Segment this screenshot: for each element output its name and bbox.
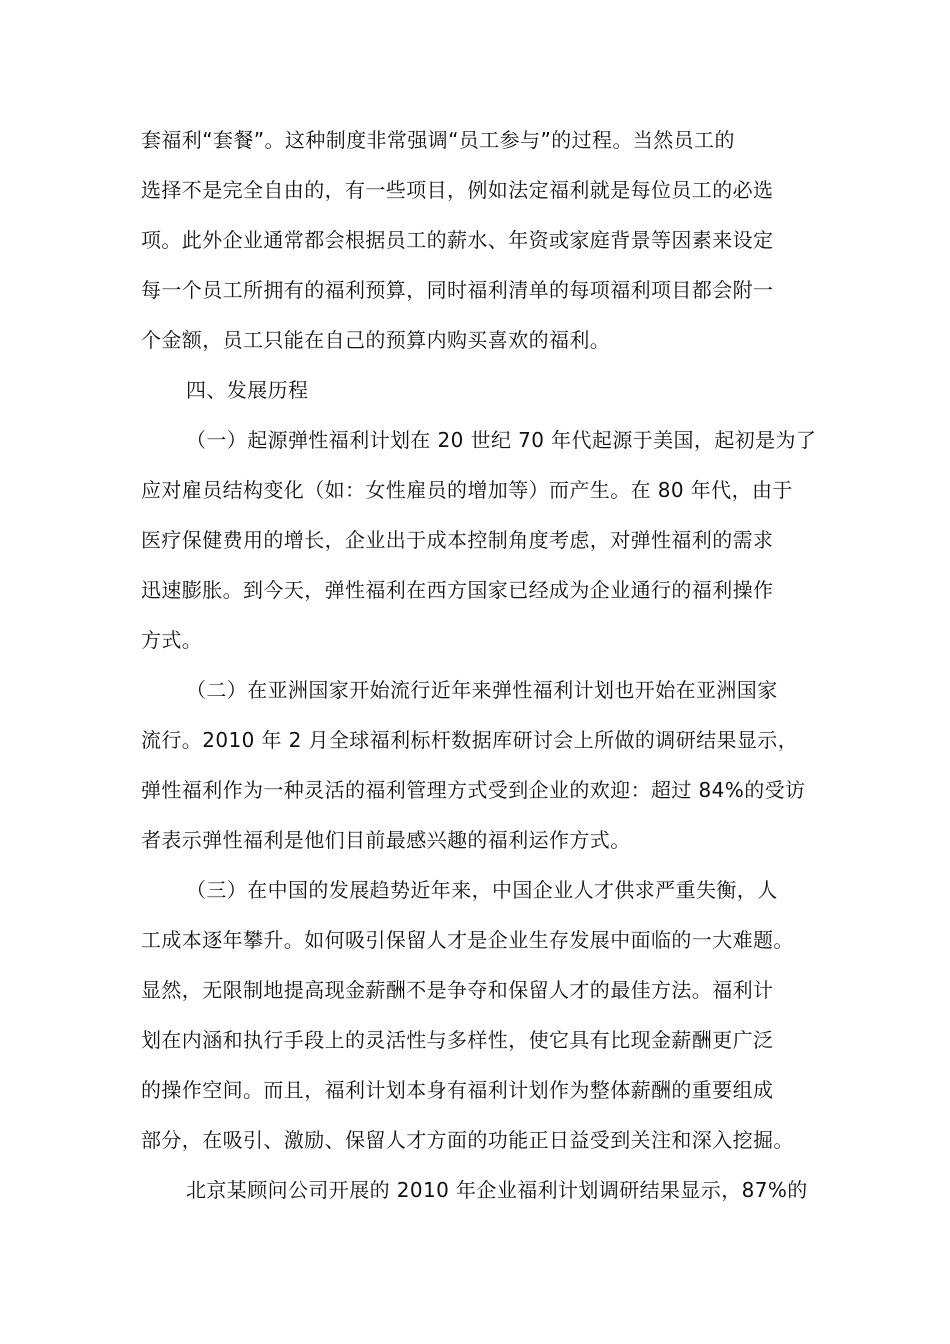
paragraph-line: 应对雇员结构变化（如：女性雇员的增加等）而产生。在 80 年代，由于 xyxy=(141,478,793,502)
paragraph-line: （一）起源弹性福利计划在 20 世纪 70 年代起源于美国，起初是为了 xyxy=(186,428,817,452)
paragraph-line: 的操作空间。而且，福利计划本身有福利计划作为整体薪酬的重要组成 xyxy=(141,1078,774,1102)
paragraph-line: （三）在中国的发展趋势近年来，中国企业人才供求严重失衡，人 xyxy=(186,878,778,902)
paragraph-line: 部分，在吸引、激励、保留人才方面的功能正日益受到关注和深入挖掘。 xyxy=(141,1128,794,1152)
paragraph-line: 个金额，员工只能在自己的预算内购买喜欢的福利。 xyxy=(141,328,611,352)
paragraph-line: 医疗保健费用的增长，企业出于成本控制角度考虑，对弹性福利的需求 xyxy=(141,528,774,552)
paragraph-line: 项。此外企业通常都会根据员工的薪水、年资或家庭背景等因素来设定 xyxy=(141,228,774,252)
paragraph-line: 流行。2010 年 2 月全球福利标杆数据库研讨会上所做的调研结果显示， xyxy=(141,728,799,752)
paragraph-line: 者表示弹性福利是他们目前最感兴趣的福利运作方式。 xyxy=(141,828,631,852)
paragraph-line: （二）在亚洲国家开始流行近年来弹性福利计划也开始在亚洲国家 xyxy=(186,678,778,702)
paragraph-line: 选择不是完全自由的，有一些项目，例如法定福利就是每位员工的必选 xyxy=(141,178,774,202)
paragraph-line: 显然，无限制地提高现金薪酬不是争夺和保留人才的最佳方法。福利计 xyxy=(141,978,774,1002)
paragraph-line: 每一个员工所拥有的福利预算，同时福利清单的每项福利项目都会附一 xyxy=(141,278,774,302)
section-heading: 四、发展历程 xyxy=(186,378,309,402)
paragraph-line: 套福利“套餐”。这种制度非常强调“员工参与”的过程。当然员工的 xyxy=(141,128,735,152)
paragraph-line: 弹性福利作为一种灵活的福利管理方式受到企业的欢迎：超过 84%的受访 xyxy=(141,778,806,802)
paragraph-line: 迅速膨胀。到今天，弹性福利在西方国家已经成为企业通行的福利操作 xyxy=(141,578,774,602)
paragraph-line: 北京某顾问公司开展的 2010 年企业福利计划调研结果显示，87%的 xyxy=(186,1178,808,1202)
paragraph-line: 工成本逐年攀升。如何吸引保留人才是企业生存发展中面临的一大难题。 xyxy=(141,928,794,952)
paragraph-line: 划在内涵和执行手段上的灵活性与多样性，使它具有比现金薪酬更广泛 xyxy=(141,1028,774,1052)
paragraph-line: 方式。 xyxy=(141,628,203,652)
